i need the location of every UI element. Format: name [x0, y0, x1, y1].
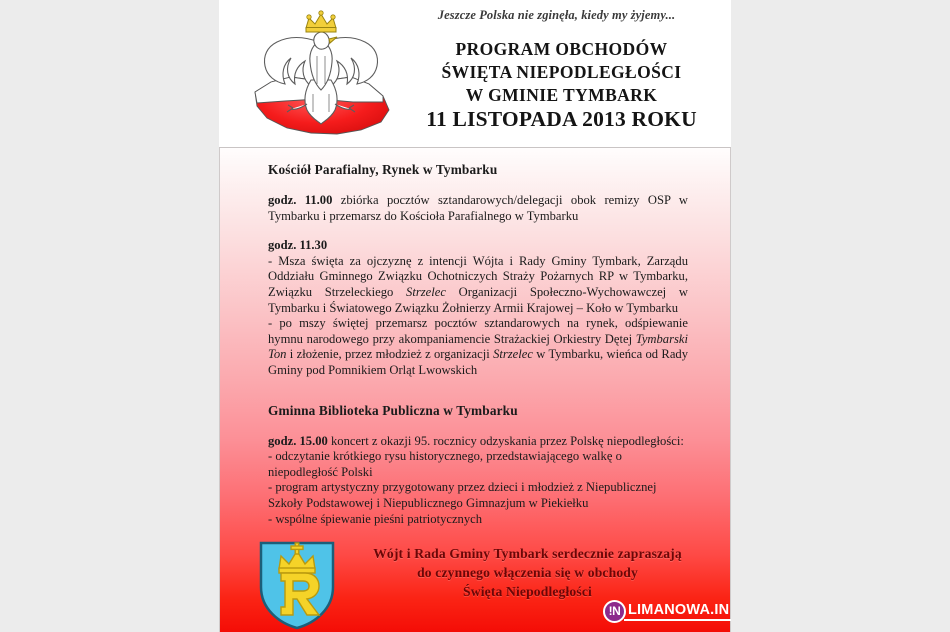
entry-1500 [268, 434, 688, 450]
entry-1130-bullet-2-part-c: w Tymbarku, wieńca od Rady Gminy pod Pomnikiem Orląt Lwowskich [268, 347, 688, 377]
invitation-line-1: Wójt i Rada Gminy Tymbark serdecznie zapraszają [373, 546, 682, 561]
entry-1100-text: zbiórka pocztów sztandarowych/delegacji obok remizy OSP w Tymbarku i przemarsz do Kościoła Parafialnego w Tymbarku [268, 193, 688, 223]
page-title-date: 11 LISTOPADA 2013 ROKU [426, 107, 697, 131]
limanowa-in-badge-icon: !N [603, 600, 626, 623]
invitation-text [340, 544, 715, 601]
entry-1500-bullet-1: - odczytanie krótkiego rysu historycznego, przedstawiającego walkę o niepodległość Polski [268, 449, 622, 479]
entry-1130-bullet-1-part-a: - Msza święta za ojczyznę z intencji Wójta i Rady Gminy Tymbark, Zarządu Oddziału Gminnego Związku Ochotniczych Straży Pożarnych RP w Tymbarku, Związku Strzeleckiego [268, 253, 688, 299]
entry-1130-time-line [268, 238, 688, 254]
entry-1500-bullet-3: - wspólne śpiewanie pieśni patriotycznych [268, 511, 483, 526]
page-title-line-1: PROGRAM OBCHODÓW [455, 39, 668, 59]
poster-header [219, 0, 731, 148]
section-heading-church: Kościół Parafialny, Rynek w Tymbarku [268, 162, 498, 177]
limanowa-in-wordmark: LIMANOWA.IN [624, 602, 731, 621]
section-heading-library: Gminna Biblioteka Publiczna w Tymbarku [268, 402, 518, 418]
entry-1130-bullet-2-part-b: i złożenie, przez młodzież z organizacji [286, 347, 494, 362]
program-content [268, 162, 688, 527]
entry-1130-bullet-1-italic-strzelec: Strzelec [406, 284, 446, 299]
invitation-line-3: Święta Niepodległości [463, 584, 592, 599]
entry-1130-bullet-2 [268, 316, 688, 378]
limanowa-in-logo[interactable] [603, 598, 730, 624]
entry-1130-bullet-1-part-b: Organizacji Społeczno-Wychowawczej w Tymbarku i Światowego Związku Żołnierzy Armii Krajowej – Koło w Tymbarku [268, 284, 688, 315]
entry-1130-bullet-2-part-a: - po mszy świętej przemarsz pocztów sztandarowych na rynek, odśpiewanie hymnu narodowego przy akompaniamencie Strażackiej Orkiestry Dętej [268, 316, 688, 346]
entry-1130-bullet-2-italic-strzelec: Strzelec [493, 347, 533, 362]
poster-body [219, 148, 731, 632]
poster-footer [220, 536, 731, 632]
national-anthem-motto: Jeszcze Polska nie zginęła, kiedy my żyjemy... [437, 8, 676, 22]
entry-1500-text: koncert z okazji 95. rocznicy odzyskania przez Polskę niepodległości: [327, 433, 684, 448]
poster-title-block [404, 38, 719, 131]
page-title-line-3: W GMINIE TYMBARK [465, 85, 658, 105]
entry-1130-bullet-1 [268, 254, 688, 316]
entry-1100-time: godz. 11.00 [268, 193, 333, 207]
entry-1130-bullet-2-italic-tymbarski-ton: Tymbarski Ton [268, 331, 688, 362]
invitation-line-2: do czynnego włączenia się w obchody [417, 565, 638, 580]
entry-1130-time: godz. 11.30 [268, 238, 328, 253]
entry-1100 [268, 193, 688, 224]
entry-1500-time: godz. 15.00 [268, 433, 328, 448]
entry-1500-bullet-2: - program artystyczny przygotowany przez dzieci i młodzież z Niepublicznej Szkoły Podstawowej i Niepublicznego Gimnazjum w Piekiełku [268, 480, 657, 510]
page-title-line-2: ŚWIĘTA NIEPODLEGŁOŚCI [441, 62, 682, 82]
polish-eagle-over-poland-map-icon [233, 6, 409, 144]
tymbark-coat-of-arms-icon [257, 539, 337, 631]
poster [219, 0, 731, 632]
